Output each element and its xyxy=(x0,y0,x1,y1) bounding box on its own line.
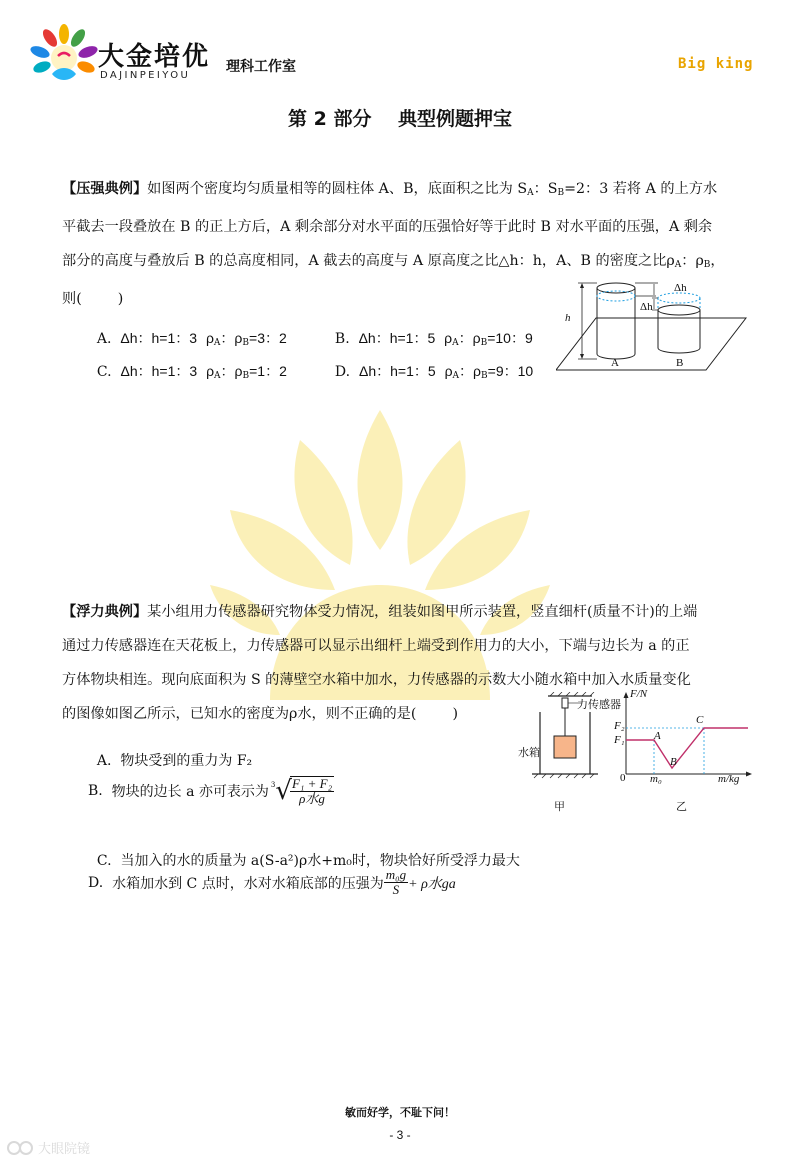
fraction-numerator: F₁ + F₂ xyxy=(291,776,333,791)
q2-fig-tank-label: 水箱 xyxy=(518,746,540,759)
option-rho: ρ xyxy=(444,330,453,346)
q1-fig-label-dh-bottom: Δh xyxy=(640,301,653,313)
q2-graph-ylabel: F/N xyxy=(630,688,648,700)
q1-option-a[interactable] xyxy=(88,312,287,348)
option-rho: ρ xyxy=(205,330,214,346)
footer-motto: 敏而好学，不耻下问！ xyxy=(345,1106,455,1119)
fraction-denominator: S xyxy=(392,882,400,897)
option-value: =10：9 xyxy=(487,330,533,346)
q1-text-1-end: =2：3 若将 A 的上方水 xyxy=(564,181,718,197)
q2-fig-yi-caption: 乙 xyxy=(676,800,687,813)
option-ratio: Δh：h=1：5 xyxy=(359,363,436,379)
option-letter: C. xyxy=(96,853,112,869)
option-sub: A xyxy=(452,338,459,348)
q1-cylinder-figure xyxy=(556,276,752,376)
q1-option-b[interactable] xyxy=(326,312,533,348)
cube-root-icon: 3 √ $\frac{\text{F₁ + F₂}}{\text{ρ水g}}$ xyxy=(270,776,333,806)
q2-graph-point-b: B xyxy=(670,756,677,768)
root-index: 3 xyxy=(270,781,276,789)
q1-sub-sa: A xyxy=(527,188,534,198)
option-value: =1：2 xyxy=(249,363,287,379)
option-letter: D. xyxy=(88,874,104,891)
q1-sub-rho-b: B xyxy=(703,260,711,270)
option-text: 物块受到的重力为 F₂ xyxy=(120,753,253,769)
option-letter: B. xyxy=(88,783,103,799)
fraction-denominator: ρ水g xyxy=(299,791,325,806)
page-number: - 3 - xyxy=(389,1128,411,1142)
option-sub: A xyxy=(452,371,460,381)
option-sub: B xyxy=(242,338,250,348)
q2-fig-sensor-label: 力传感器 xyxy=(577,698,621,711)
q2-figure-yi-graph xyxy=(610,688,756,784)
q1-sub-sb: B xyxy=(557,188,565,198)
q1-text-3: 部分的高度与叠放后 B 的总高度相同，A 截去的高度与 A 原高度之比△h：h，A、B 的密度之比ρ xyxy=(62,253,675,269)
option-sub: B xyxy=(480,338,488,348)
q1-option-c[interactable] xyxy=(88,345,287,381)
option-letter: A. xyxy=(96,331,112,347)
q1-fig-label-b: B xyxy=(676,357,684,369)
q2-graph-f2: F₂ xyxy=(614,720,625,732)
option-value: =9：10 xyxy=(487,363,534,379)
q1-text-1-mid: ：S xyxy=(533,181,558,197)
q2-option-d[interactable] xyxy=(88,868,456,897)
option-sub: B xyxy=(242,371,250,381)
brand-english: DAJINPEIYOU xyxy=(100,70,191,81)
q2-graph-origin: 0 xyxy=(620,772,626,784)
q1-tag: 【压强典例】 xyxy=(62,181,148,197)
option-ratio: Δh：h=1：5 xyxy=(358,330,436,346)
option-colon: ：ρ xyxy=(458,330,481,346)
tagline: Big king xyxy=(678,56,754,72)
option-rho: ρ xyxy=(206,363,215,379)
q1-line1 xyxy=(62,172,752,210)
watermark-logo-icon xyxy=(6,1140,34,1156)
option-letter: B. xyxy=(334,331,350,347)
option-ratio: Δh：h=1：3 xyxy=(120,330,198,346)
option-sub: B xyxy=(481,371,488,381)
studio-label: 理科工作室 xyxy=(226,59,296,75)
option-ratio: Δh：h=1：3 xyxy=(120,363,198,379)
fraction-numerator: m₀g xyxy=(385,867,407,882)
brand-name: 大金培优 xyxy=(98,42,211,72)
option-colon: ：ρ xyxy=(459,363,482,379)
option-d-tail: + ρ水ga xyxy=(408,876,456,892)
q2-text-1: 某小组用力传感器研究物体受力情况，组装如图甲所示装置，竖直细杆(质量不计)的上端 xyxy=(147,604,698,620)
section-title: 第 2 部分 典型例题押宝 xyxy=(288,108,512,130)
q2-option-a[interactable] xyxy=(88,734,252,770)
option-text: 水箱加水到 C 点时，水对水箱底部的压强为 xyxy=(112,875,384,892)
q1-text-1: 如图两个密度均匀质量相等的圆柱体 A、B，底面积之比为 S xyxy=(147,181,528,197)
q1-fig-label-h: h xyxy=(565,312,571,324)
q2-graph-xlabel: m/kg xyxy=(718,773,740,785)
option-text: 物块的边长 a 亦可表示为 xyxy=(111,784,269,800)
option-letter: A. xyxy=(96,753,112,769)
option-text: 当加入的水的质量为 a(S-a²)ρ水+m₀时，物块恰好所受浮力最大 xyxy=(120,853,520,869)
q2-line4: 的图像如图乙所示，已知水的密度为ρ水，则不正确的是( ) xyxy=(62,706,458,722)
q1-sub-rho-a: A xyxy=(674,260,682,270)
q1-option-d[interactable] xyxy=(326,345,533,381)
q2-graph-point-c: C xyxy=(696,714,704,726)
q2-option-c[interactable] xyxy=(88,834,520,870)
q2-graph-point-a: A xyxy=(654,730,661,742)
brand-logo-icon xyxy=(30,22,98,88)
q1-text-3-mid: ：ρ xyxy=(681,253,704,269)
watermark-text: 大眼院镜 xyxy=(38,1142,91,1157)
option-colon: ：ρ xyxy=(220,330,243,346)
option-sub: A xyxy=(214,371,221,381)
option-d-fraction xyxy=(384,868,408,897)
q1-line2: 平截去一段叠放在 B 的正上方后，A 剩余部分对水平面的压强恰好等于此时 B 对水平面的压强，A 剩余 xyxy=(62,219,713,235)
option-rho: ρ xyxy=(444,363,453,379)
q1-text-3-end: ， xyxy=(710,253,725,269)
q1-fig-label-dh-top: Δh xyxy=(674,282,687,294)
q2-graph-m0: m₀ xyxy=(650,773,662,785)
q2-option-b[interactable] xyxy=(88,776,334,806)
option-value: =3：2 xyxy=(249,330,287,346)
q2-line3: 方体物块相连。现向底面积为 S 的薄壁空水箱中加水，力传感器的示数大小随水箱中加入水质量变化 xyxy=(62,672,691,688)
option-letter: D. xyxy=(334,364,351,380)
option-b-fraction xyxy=(290,776,334,806)
option-letter: C. xyxy=(96,364,112,380)
q2-tag: 【浮力典例】 xyxy=(62,604,148,620)
option-colon: ：ρ xyxy=(220,363,243,379)
q1-fig-label-a: A xyxy=(611,357,619,369)
option-sub: A xyxy=(213,338,221,348)
corner-watermark xyxy=(6,1138,90,1157)
q2-graph-f1: F₁ xyxy=(614,734,625,746)
q2-line1 xyxy=(62,595,752,629)
q1-line4: 则( ) xyxy=(62,291,124,307)
q2-line2: 通过力传感器连在天花板上，力传感器可以显示出细杆上端受到作用力的大小，下端与边长为 a 的正 xyxy=(62,638,690,654)
q2-fig-jia-caption: 甲 xyxy=(554,800,565,813)
